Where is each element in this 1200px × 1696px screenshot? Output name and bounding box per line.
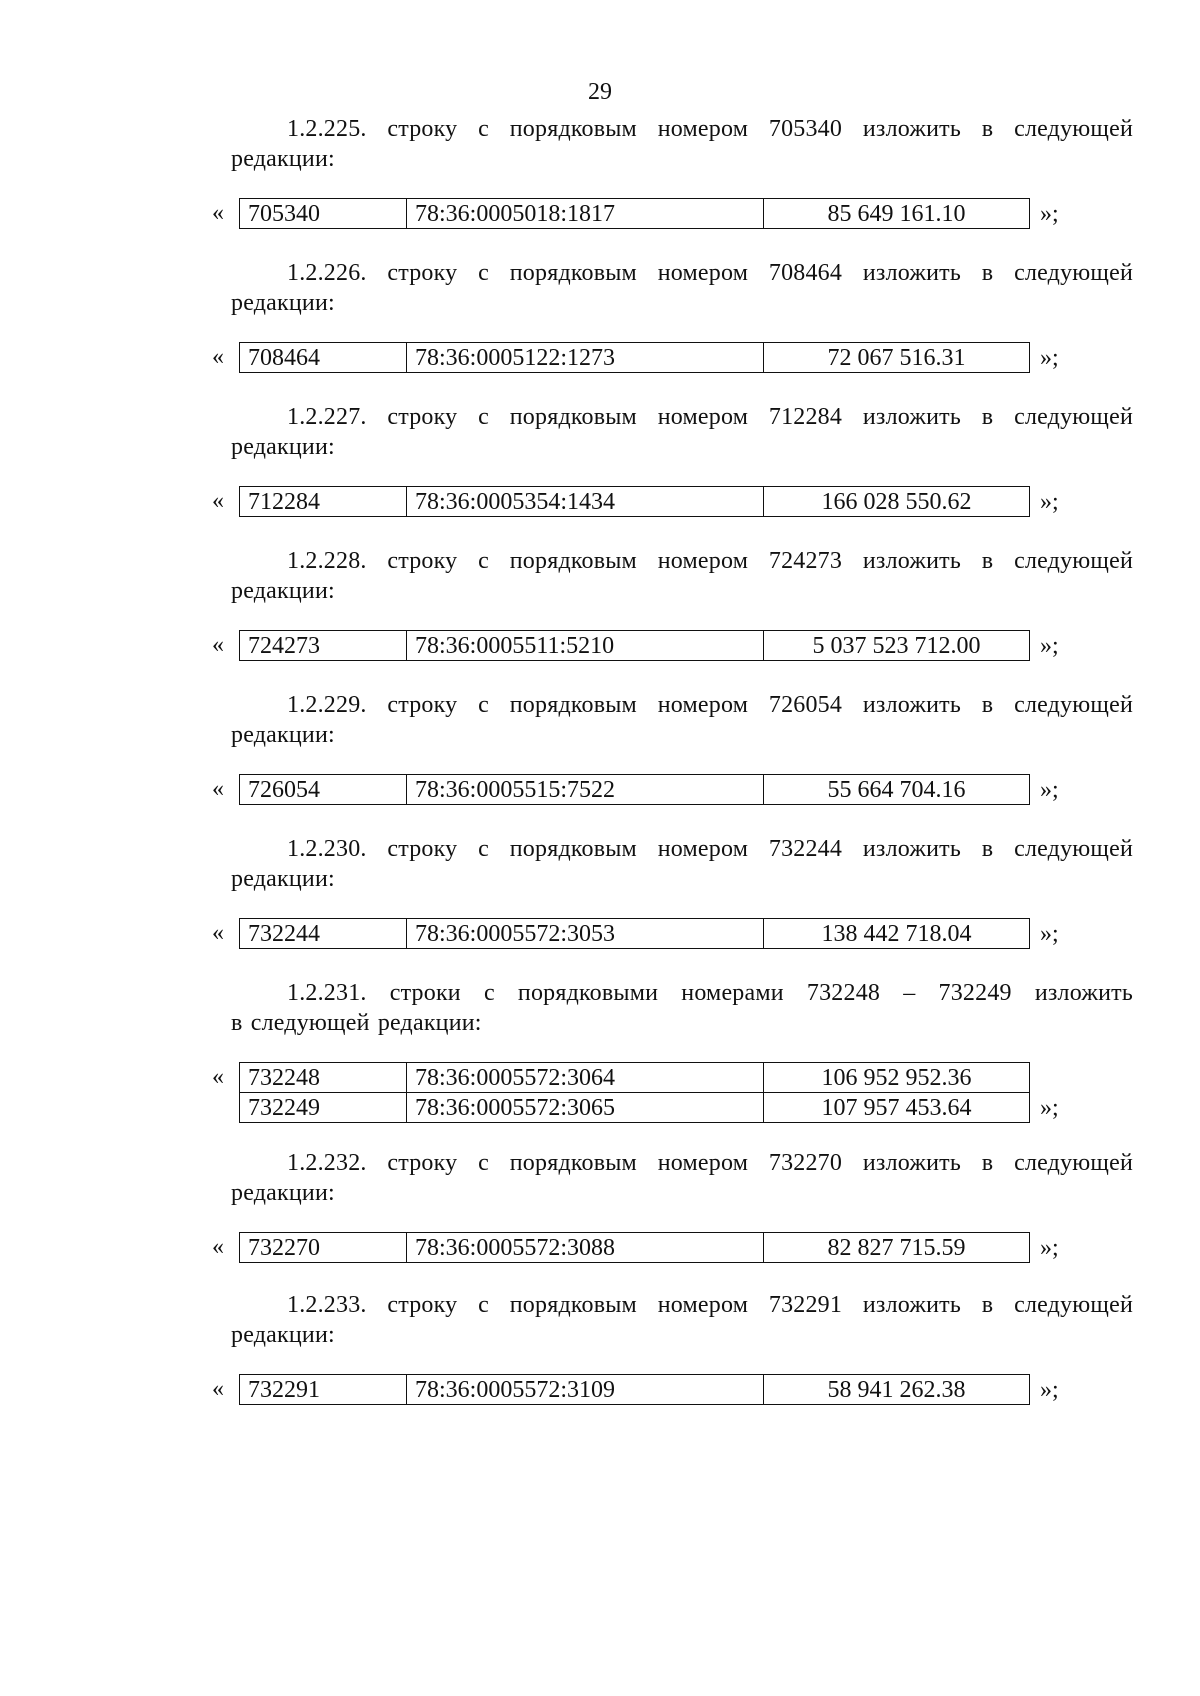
clause-first-line: 1.2.229. строку с порядковым номером 726054 изложить в следующей	[287, 692, 1133, 718]
opening-quote: «	[212, 488, 224, 514]
row-number-cell: 726054	[240, 775, 407, 805]
value-cell: 166 028 550.62	[764, 487, 1030, 517]
row-number-cell: 724273	[240, 631, 407, 661]
clause-text	[231, 978, 1133, 1038]
value-cell: 107 957 453.64	[764, 1093, 1030, 1123]
value-cell: 5 037 523 712.00	[764, 631, 1030, 661]
amendment-table	[239, 486, 1030, 517]
clause-second-line: редакции:	[231, 866, 335, 892]
cadastral-number-cell: 78:36:0005572:3053	[407, 919, 764, 949]
closing-quote: »;	[1040, 921, 1059, 947]
clause-text	[231, 1290, 1133, 1350]
amendment-table	[239, 198, 1030, 229]
row-number-cell: 732249	[240, 1093, 407, 1123]
value-cell: 138 442 718.04	[764, 919, 1030, 949]
table-row	[240, 487, 1030, 517]
value-cell: 85 649 161.10	[764, 199, 1030, 229]
row-number-cell: 705340	[240, 199, 407, 229]
opening-quote: «	[212, 1234, 224, 1260]
closing-quote: »;	[1040, 1235, 1059, 1261]
clause-second-line: редакции:	[231, 722, 335, 748]
table-row	[240, 631, 1030, 661]
table-row	[240, 1093, 1030, 1123]
clause-first-line: 1.2.227. строку с порядковым номером 712284 изложить в следующей	[287, 404, 1133, 430]
opening-quote: «	[212, 200, 224, 226]
opening-quote: «	[212, 776, 224, 802]
cadastral-number-cell: 78:36:0005572:3109	[407, 1375, 764, 1405]
amendment-table	[239, 1374, 1030, 1405]
row-number-cell: 732270	[240, 1233, 407, 1263]
amendment-table	[239, 342, 1030, 373]
row-number-cell: 732248	[240, 1063, 407, 1093]
clause-first-line: 1.2.232. строку с порядковым номером 732270 изложить в следующей	[287, 1150, 1133, 1176]
clause-second-line: редакции:	[231, 1322, 335, 1348]
cadastral-number-cell: 78:36:0005511:5210	[407, 631, 764, 661]
clause-first-line: 1.2.233. строку с порядковым номером 732291 изложить в следующей	[287, 1292, 1133, 1318]
cadastral-number-cell: 78:36:0005122:1273	[407, 343, 764, 373]
closing-quote: »;	[1040, 1377, 1059, 1403]
opening-quote: «	[212, 1376, 224, 1402]
closing-quote: »;	[1040, 345, 1059, 371]
table-row	[240, 775, 1030, 805]
clause-second-line: редакции:	[231, 434, 335, 460]
table-row	[240, 1063, 1030, 1093]
closing-quote: »;	[1040, 777, 1059, 803]
value-cell: 82 827 715.59	[764, 1233, 1030, 1263]
row-number-cell: 712284	[240, 487, 407, 517]
clause-first-line: 1.2.230. строку с порядковым номером 732244 изложить в следующей	[287, 836, 1133, 862]
clause-text	[231, 402, 1133, 462]
clause-first-line: 1.2.228. строку с порядковым номером 724273 изложить в следующей	[287, 548, 1133, 574]
cadastral-number-cell: 78:36:0005572:3064	[407, 1063, 764, 1093]
row-number-cell: 732291	[240, 1375, 407, 1405]
page-number: 29	[588, 79, 612, 105]
amendment-table	[239, 630, 1030, 661]
cadastral-number-cell: 78:36:0005572:3088	[407, 1233, 764, 1263]
clause-text	[231, 114, 1133, 174]
clause-second-line: редакции:	[231, 146, 335, 172]
table-row	[240, 1375, 1030, 1405]
table-row	[240, 199, 1030, 229]
table-row	[240, 1233, 1030, 1263]
clause-text	[231, 546, 1133, 606]
clause-text	[231, 690, 1133, 750]
opening-quote: «	[212, 632, 224, 658]
value-cell: 55 664 704.16	[764, 775, 1030, 805]
opening-quote: «	[212, 344, 224, 370]
table-row	[240, 343, 1030, 373]
closing-quote: »;	[1040, 633, 1059, 659]
value-cell: 106 952 952.36	[764, 1063, 1030, 1093]
value-cell: 72 067 516.31	[764, 343, 1030, 373]
amendment-table	[239, 918, 1030, 949]
row-number-cell: 732244	[240, 919, 407, 949]
closing-quote: »;	[1040, 201, 1059, 227]
opening-quote: «	[212, 1064, 224, 1090]
amendment-table	[239, 774, 1030, 805]
cadastral-number-cell: 78:36:0005515:7522	[407, 775, 764, 805]
clause-text	[231, 258, 1133, 318]
amendment-table	[239, 1232, 1030, 1263]
clause-second-line: редакции:	[231, 290, 335, 316]
cadastral-number-cell: 78:36:0005018:1817	[407, 199, 764, 229]
clause-text	[231, 1148, 1133, 1208]
opening-quote: «	[212, 920, 224, 946]
closing-quote: »;	[1040, 489, 1059, 515]
amendment-table	[239, 1062, 1030, 1123]
clause-second-line: редакции:	[231, 1180, 335, 1206]
clause-text	[231, 834, 1133, 894]
row-number-cell: 708464	[240, 343, 407, 373]
closing-quote: »;	[1040, 1095, 1059, 1121]
clause-second-line: в следующей редакции:	[231, 1010, 482, 1036]
cadastral-number-cell: 78:36:0005354:1434	[407, 487, 764, 517]
cadastral-number-cell: 78:36:0005572:3065	[407, 1093, 764, 1123]
clause-first-line: 1.2.225. строку с порядковым номером 705340 изложить в следующей	[287, 116, 1133, 142]
table-row	[240, 919, 1030, 949]
clause-first-line: 1.2.226. строку с порядковым номером 708464 изложить в следующей	[287, 260, 1133, 286]
value-cell: 58 941 262.38	[764, 1375, 1030, 1405]
clause-second-line: редакции:	[231, 578, 335, 604]
clause-first-line: 1.2.231. строки с порядковыми номерами 732248 – 732249 изложить	[287, 980, 1133, 1006]
